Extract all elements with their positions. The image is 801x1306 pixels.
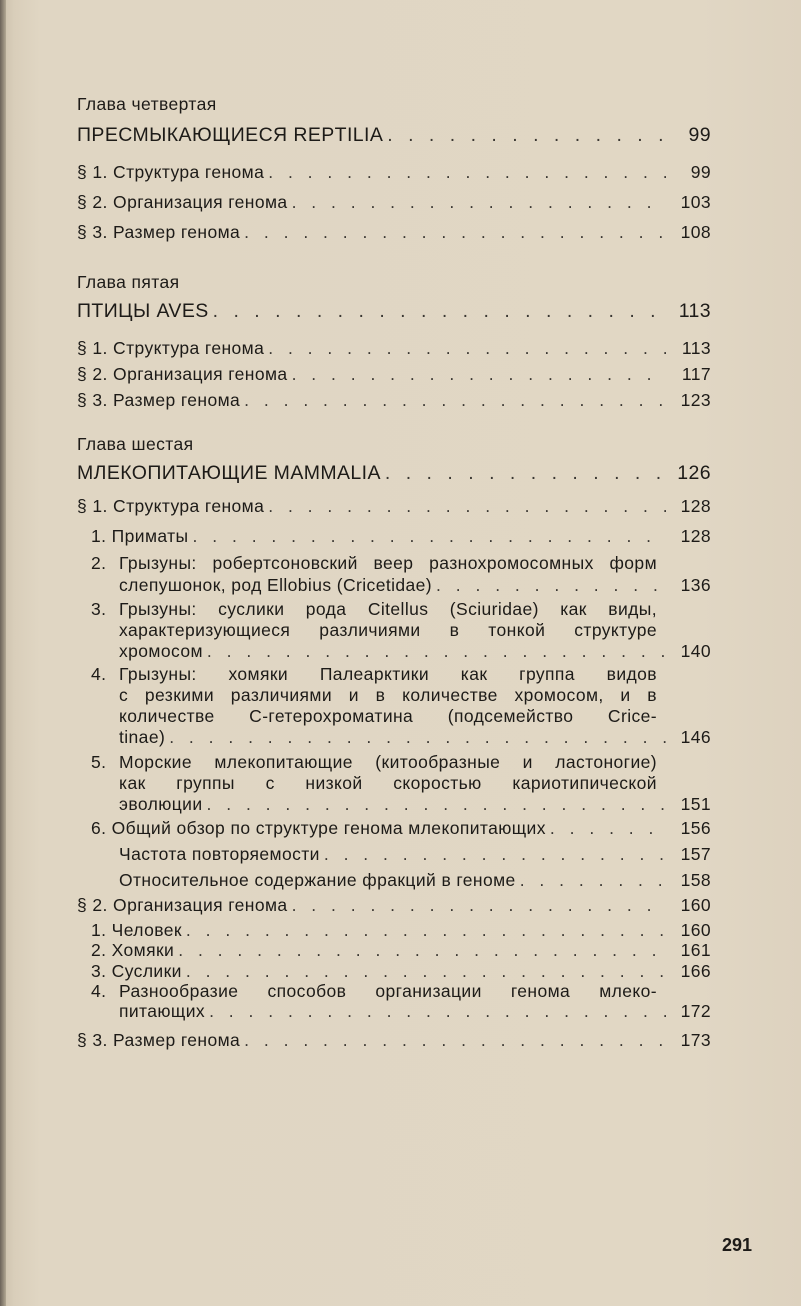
dot-leader <box>292 895 667 916</box>
page-ref: 123 <box>680 390 711 410</box>
dot-leader <box>292 192 667 213</box>
dot-leader <box>292 364 667 385</box>
chapter-title-row[interactable] <box>77 300 711 323</box>
chapter-heading: Глава четвертая <box>77 94 217 114</box>
dot-leader <box>385 462 667 485</box>
dot-leader <box>207 641 667 662</box>
item-label <box>77 920 182 941</box>
toc-item-row[interactable] <box>77 961 711 982</box>
chapter-title-row[interactable] <box>77 462 711 485</box>
item-number: 4. <box>91 981 107 1001</box>
dot-leader <box>209 1001 667 1022</box>
page-ref: 157 <box>680 844 711 864</box>
item-number: 3. <box>91 599 107 619</box>
page-ref: 156 <box>680 818 711 838</box>
dot-leader <box>324 844 667 865</box>
dot-leader <box>186 920 667 941</box>
toc-item-row[interactable] <box>77 818 711 839</box>
page-ref: 161 <box>680 940 711 960</box>
item-number: 1. <box>91 526 107 546</box>
item-last-line <box>119 575 711 596</box>
dot-leader <box>186 961 667 982</box>
item-line: эволюции <box>119 794 203 814</box>
dot-leader <box>244 390 667 411</box>
section-label: § 1. Структура генома <box>77 162 265 182</box>
item-last-line <box>119 1001 711 1022</box>
dot-leader <box>268 338 667 359</box>
page-ref: 172 <box>680 1001 711 1021</box>
item-label <box>77 940 174 961</box>
page-ref: 117 <box>681 364 711 384</box>
toc-section-row[interactable] <box>77 496 711 517</box>
item-line: характеризующиеся различиями в тонкой структуре <box>119 620 657 640</box>
dot-leader <box>193 526 667 547</box>
section-label: § 1. Структура генома <box>77 496 265 516</box>
toc-section-row[interactable] <box>77 222 711 243</box>
item-number: 2. <box>91 940 107 960</box>
page-ref: 113 <box>678 300 711 322</box>
toc-item-multiline[interactable] <box>77 599 711 665</box>
item-line: Грызуны: робертсоновский веер разнохромосомных форм <box>119 553 657 573</box>
toc-item-row[interactable] <box>77 920 711 941</box>
section-label: § 2. Организация генома <box>77 895 288 915</box>
dot-leader <box>550 818 667 839</box>
page-ref: 136 <box>680 575 711 595</box>
section-label: § 3. Размер генома <box>77 222 241 242</box>
dot-leader <box>268 496 667 517</box>
dot-leader <box>213 300 667 323</box>
page-ref: 126 <box>677 462 711 484</box>
page-ref: 158 <box>680 870 711 890</box>
item-number: 1. <box>91 920 107 940</box>
page-ref: 140 <box>680 641 711 661</box>
page-ref: 99 <box>690 162 711 182</box>
item-line: Грызуны: суслики рода Citellus (Sciuridae) как виды, <box>119 599 657 619</box>
page-ref: 146 <box>680 727 711 747</box>
section-label: § 3. Размер генома <box>77 1030 241 1050</box>
chapter-title: ПРЕСМЫКАЮЩИЕСЯ REPTILIA <box>77 124 384 146</box>
toc-item-multiline[interactable] <box>77 752 711 818</box>
item-line: питающих <box>119 1001 206 1021</box>
page-ref: 99 <box>688 124 711 146</box>
toc-section-row[interactable] <box>77 390 711 411</box>
item-text: Приматы <box>111 526 189 546</box>
item-line: Разнообразие способов организации генома млеко- <box>119 981 657 1001</box>
chapter-title-row[interactable] <box>77 124 711 147</box>
toc-item-multiline[interactable] <box>77 981 711 1027</box>
toc-section-row[interactable] <box>77 338 711 359</box>
toc-item-row[interactable] <box>77 526 711 547</box>
dot-leader <box>268 162 667 183</box>
page-ref: 108 <box>680 222 711 242</box>
item-text: Суслики <box>111 961 182 981</box>
item-line: tinae) <box>119 727 166 747</box>
item-number: 3. <box>91 961 107 981</box>
chapter-title: МЛЕКОПИТАЮЩИЕ MAMMALIA <box>77 462 381 484</box>
chapter-heading: Глава пятая <box>77 272 180 292</box>
page-ref: 166 <box>680 961 711 981</box>
subitem-label: Относительное содержание фракций в геноме <box>119 870 516 890</box>
page-ref: 128 <box>680 496 711 516</box>
toc-section-row[interactable] <box>77 895 711 916</box>
item-line: хромосом <box>119 641 203 661</box>
chapter-title: ПТИЦЫ AVES <box>77 300 209 322</box>
dot-leader <box>178 940 667 961</box>
toc-item-multiline[interactable] <box>77 553 711 603</box>
dot-leader <box>520 870 667 891</box>
dot-leader <box>169 727 667 748</box>
item-line: количестве С-гетерохроматина (подсемейство Crice- <box>119 706 657 726</box>
toc-section-row[interactable] <box>77 192 711 213</box>
item-last-line <box>119 727 711 748</box>
item-label <box>77 961 182 982</box>
dot-leader <box>244 1030 667 1051</box>
page-ref: 103 <box>680 192 711 212</box>
page-ref: 160 <box>680 920 711 940</box>
item-last-line <box>119 641 711 662</box>
dot-leader <box>207 794 668 815</box>
toc-section-row[interactable] <box>77 364 711 385</box>
page-ref: 128 <box>680 526 711 546</box>
toc-section-row[interactable] <box>77 162 711 183</box>
dot-leader <box>244 222 667 243</box>
chapter-heading: Глава шестая <box>77 434 194 454</box>
toc-item-row[interactable] <box>77 940 711 961</box>
item-number: 6. <box>91 818 107 838</box>
item-line: слепушонок, род Ellobius (Cricetidae) <box>119 575 433 595</box>
item-number: 2. <box>91 553 107 573</box>
section-label: § 3. Размер генома <box>77 390 241 410</box>
item-text: Хомяки <box>111 940 175 960</box>
item-line: Морские млекопитающие (китообразные и ластоногие) <box>119 752 657 772</box>
toc-subitem-row[interactable] <box>77 870 711 891</box>
page-ref: 113 <box>681 338 711 358</box>
item-line: как группы с низкой скоростью кариотипической <box>119 773 657 793</box>
item-label <box>77 526 189 547</box>
page-ref: 173 <box>680 1030 711 1050</box>
page-spine-shadow <box>0 0 6 1306</box>
page-ref: 151 <box>680 794 711 814</box>
item-last-line <box>119 794 711 815</box>
section-label: § 2. Организация генома <box>77 192 288 212</box>
dot-leader <box>387 124 667 147</box>
item-line: Грызуны: хомяки Палеарктики как группа видов <box>119 664 657 684</box>
toc-section-row[interactable] <box>77 1030 711 1051</box>
section-label: § 1. Структура генома <box>77 338 265 358</box>
item-line: с резкими различиями и в количестве хромосом, и в <box>119 685 657 705</box>
section-label: § 2. Организация генома <box>77 364 288 384</box>
page-number: 291 <box>721 1235 752 1255</box>
dot-leader <box>436 575 667 596</box>
toc-item-multiline[interactable] <box>77 664 711 750</box>
page-ref: 160 <box>680 895 711 915</box>
item-text: Человек <box>111 920 182 940</box>
item-number: 4. <box>91 664 107 684</box>
item-text: Общий обзор по структуре генома млекопитающих <box>111 818 546 838</box>
toc-subitem-row[interactable] <box>77 844 711 865</box>
item-number: 5. <box>91 752 107 772</box>
subitem-label: Частота повторяемости <box>119 844 320 864</box>
item-label <box>77 818 546 839</box>
